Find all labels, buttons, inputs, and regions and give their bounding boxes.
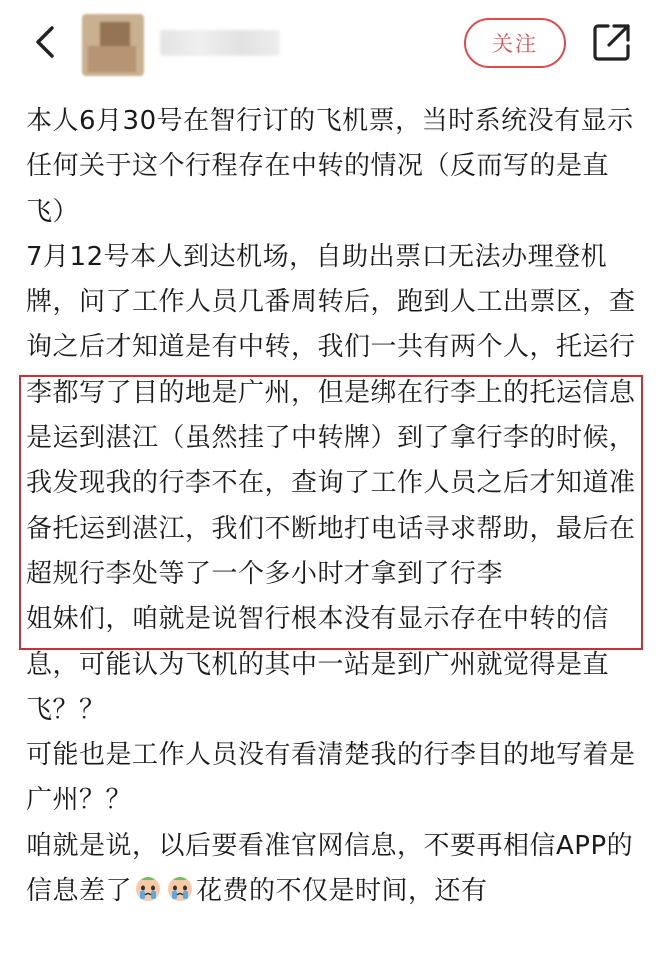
chevron-left-icon[interactable] xyxy=(26,22,66,62)
avatar[interactable] xyxy=(82,14,144,76)
follow-button[interactable]: 关注 xyxy=(464,18,566,68)
paragraph: 7月12号本人到达机场，自助出票口无法办理登机牌，问了工作人员几番周转后，跑到人工出票区，查询之后才知道是有中转，我们一共有两个人，托运行李都写了目的地是广州，但是绑在行李上的托运信息是运到湛江（虽然挂了中转牌）到了拿行李的时候，我发现我的行李不在，查询了工作人员之后才知道准备托运到湛江，我们不断地打电话寻求帮助，最后在超规行李处等了一个多小时才拿到了行李 xyxy=(26,241,636,589)
paragraph-last xyxy=(26,824,640,915)
crying-face-icon xyxy=(165,873,195,903)
crying-face-icon xyxy=(133,873,163,903)
paragraph-text: 花费的不仅是时间，还有 xyxy=(196,876,488,907)
paragraph: 可能也是工作人员没有看清楚我的行李目的地写着是广州？？ xyxy=(26,740,636,816)
share-icon[interactable] xyxy=(590,20,634,64)
top-bar xyxy=(0,0,660,90)
paragraph: 姐妹们，咱就是说智行根本没有显示存在中转的信息，可能认为飞机的其中一站是到广州就觉得是直飞？？ xyxy=(26,604,610,725)
username-blurred[interactable] xyxy=(160,30,280,56)
post-body xyxy=(26,99,640,914)
paragraph-text: 咱就是说，以后要看准官网信息，不要再相信APP的信息差了 xyxy=(26,830,634,907)
paragraph: 本人6月30号在智行订的飞机票，当时系统没有显示任何关于这个行程存在中转的情况（反而写的是直飞） xyxy=(26,106,634,227)
